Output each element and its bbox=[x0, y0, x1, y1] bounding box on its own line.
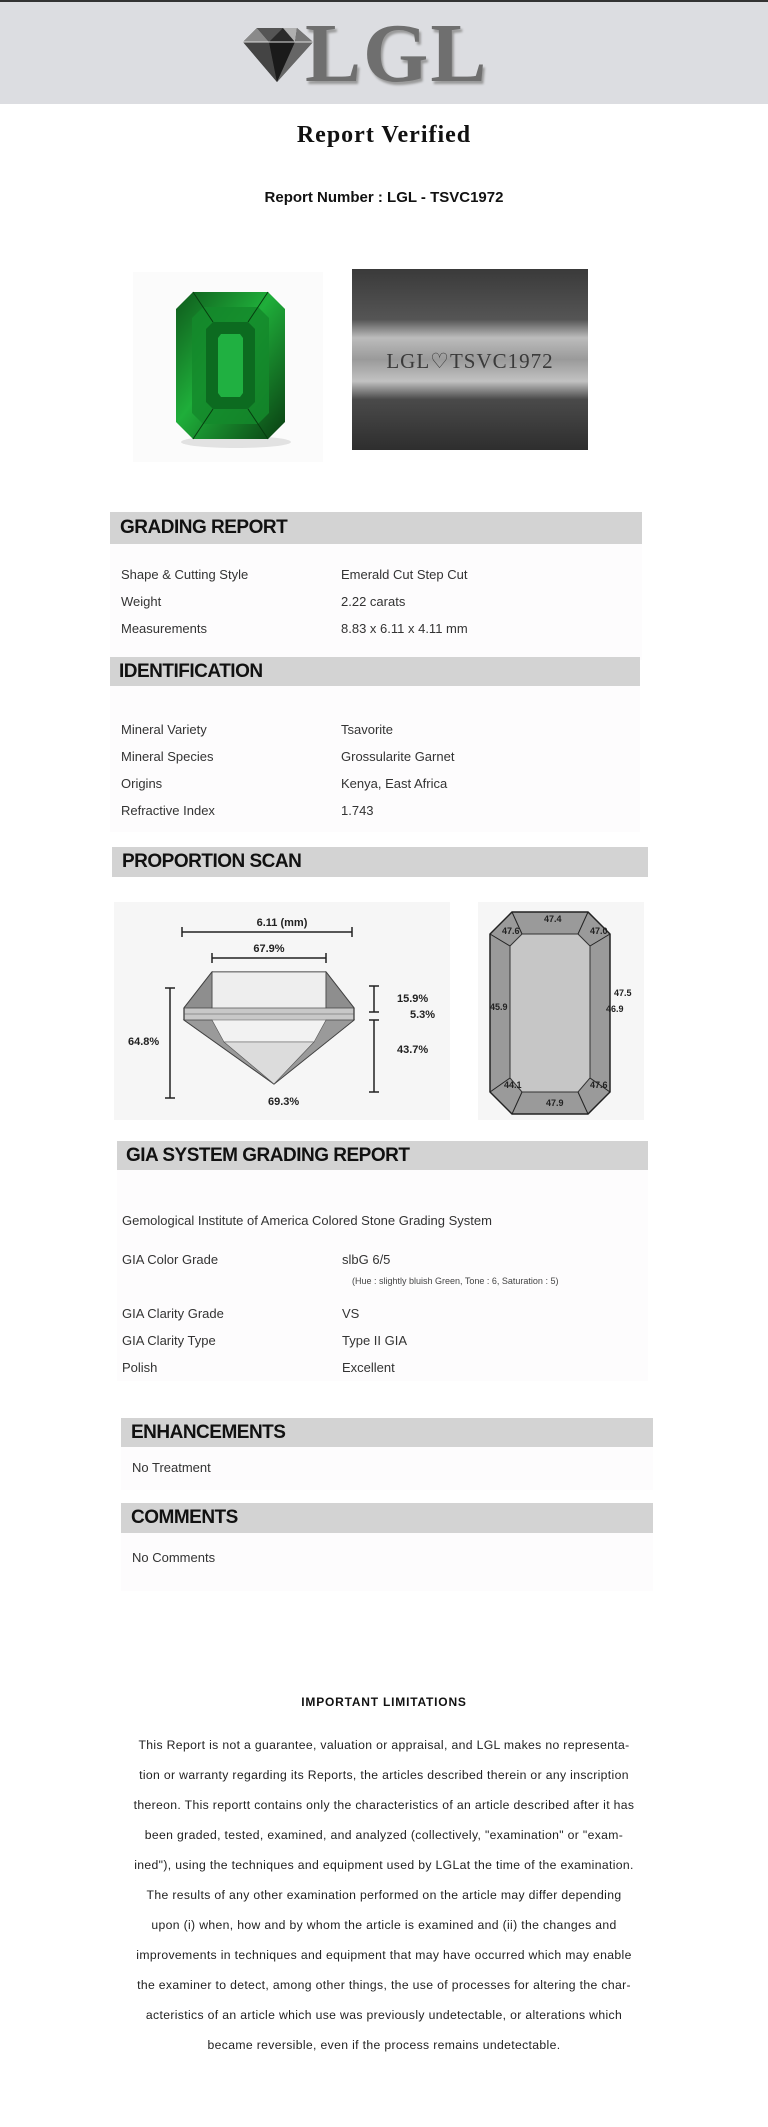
grading-title: GRADING REPORT bbox=[120, 517, 288, 538]
facet-label-tl: 47.6 bbox=[502, 926, 520, 936]
gia-title: GIA SYSTEM GRADING REPORT bbox=[126, 1145, 410, 1166]
table-label: 67.9% bbox=[253, 943, 285, 955]
side-profile-diagram bbox=[114, 902, 450, 1120]
facet-label-r1: 47.5 bbox=[614, 988, 632, 998]
facet-label-t: 47.4 bbox=[544, 914, 562, 924]
identification-section: IDENTIFICATION Mineral Variety Tsavorite Mineral Species Grossularite Garnet Origins Kenya, East Africa Refractive Index 1.743 bbox=[110, 657, 640, 832]
limitations-line: been graded, tested, examined, and analyzed (collectively, "examination" or "exam- bbox=[144, 1828, 624, 1842]
girdle-label: 5.3% bbox=[410, 1009, 436, 1021]
comments-title: COMMENTS bbox=[131, 1507, 238, 1528]
top-view-diagram bbox=[478, 902, 644, 1120]
enhancements-title: ENHANCEMENTS bbox=[131, 1422, 286, 1443]
facet-label-br: 47.6 bbox=[590, 1080, 608, 1090]
logo-text: LGL bbox=[305, 7, 489, 100]
limitations-line: the examiner to detect, among other things, the use of processes for altering the char- bbox=[137, 1978, 631, 1992]
comments-text: No Comments bbox=[132, 1550, 216, 1565]
report-number: Report Number : LGL - TSVC1972 bbox=[264, 189, 504, 206]
limitations-line: thereon. This reportt contains only the characteristics of an article described after it has bbox=[133, 1798, 635, 1812]
identification-header bbox=[110, 657, 640, 686]
grading-section: GRADING REPORT Shape & Cutting Style Emerald Cut Step Cut Weight 2.22 carats Measurements 8.83 x 6.11 x 4.11 mm bbox=[110, 512, 642, 660]
width-label: 6.11 (mm) bbox=[256, 917, 308, 929]
gemstone-photo bbox=[133, 272, 323, 462]
limitations-line: acteristics of an article which use was previously undetectable, or alterations which bbox=[145, 2008, 623, 2022]
facet-label-l: 45.9 bbox=[490, 1002, 508, 1012]
facet-label-tr: 47.0 bbox=[590, 926, 608, 936]
comments-header bbox=[121, 1503, 653, 1533]
pavilion-label: 43.7% bbox=[397, 1044, 429, 1056]
comments-section bbox=[121, 1503, 653, 1591]
enhancements-section bbox=[121, 1418, 653, 1490]
proportion-title: PROPORTION SCAN bbox=[122, 851, 302, 872]
lgl-logo bbox=[235, 7, 489, 100]
limitations-line: became reversible, even if the process remains undetectable. bbox=[207, 2038, 561, 2052]
header-banner bbox=[0, 0, 768, 104]
girdle-inscription-photo bbox=[352, 269, 588, 450]
inscription-text: LGL♡TSVC1972 bbox=[386, 349, 554, 373]
culet-label: 69.3% bbox=[268, 1096, 300, 1108]
identification-title: IDENTIFICATION bbox=[119, 661, 263, 682]
limitations-title: IMPORTANT LIMITATIONS bbox=[301, 1695, 467, 1709]
depth-label: 64.8% bbox=[128, 1036, 160, 1048]
limitations-line: improvements in techniques and equipment that may have occurred which may enable bbox=[136, 1948, 632, 1962]
facet-label-r2: 46.9 bbox=[606, 1004, 624, 1014]
crown-label: 15.9% bbox=[397, 993, 429, 1005]
limitations-line: upon (i) when, how and by whom the article is examined and (ii) the changes and bbox=[151, 1918, 617, 1932]
limitations-line: ined"), using the techniques and equipment used by LGLat the time of the examination. bbox=[134, 1858, 634, 1872]
enhancements-header bbox=[121, 1418, 653, 1447]
limitations-line: The results of any other examination performed on the article may differ depending bbox=[146, 1888, 622, 1902]
gia-system-name: Gemological Institute of America Colored Stone Grading System bbox=[122, 1213, 492, 1228]
gia-color-note: (Hue : slightly bluish Green, Tone : 6, Saturation : 5) bbox=[352, 1276, 559, 1286]
facet-label-bl: 44.1 bbox=[504, 1080, 522, 1090]
grading-header bbox=[110, 512, 642, 544]
gia-section: GIA SYSTEM GRADING REPORT Gemological Institute of America Colored Stone Grading System GIA Color Grade slbG 6/5 (Hue : slightly bluish Green, Tone : 6, Saturation : 5) GIA Clarity Grade VS GIA Clarity Type Type II GIA Polish Excellent bbox=[117, 1141, 648, 1381]
page-title: Report Verified bbox=[296, 122, 472, 148]
facet-label-b: 47.9 bbox=[546, 1098, 564, 1108]
proportion-header bbox=[112, 847, 648, 877]
limitations-line: This Report is not a guarantee, valuation or appraisal, and LGL makes no representa- bbox=[138, 1738, 630, 1752]
enhancements-text: No Treatment bbox=[132, 1460, 211, 1475]
limitations-line: tion or warranty regarding its Reports, the articles described therein or any inscription bbox=[139, 1768, 629, 1782]
gia-header bbox=[117, 1141, 648, 1170]
